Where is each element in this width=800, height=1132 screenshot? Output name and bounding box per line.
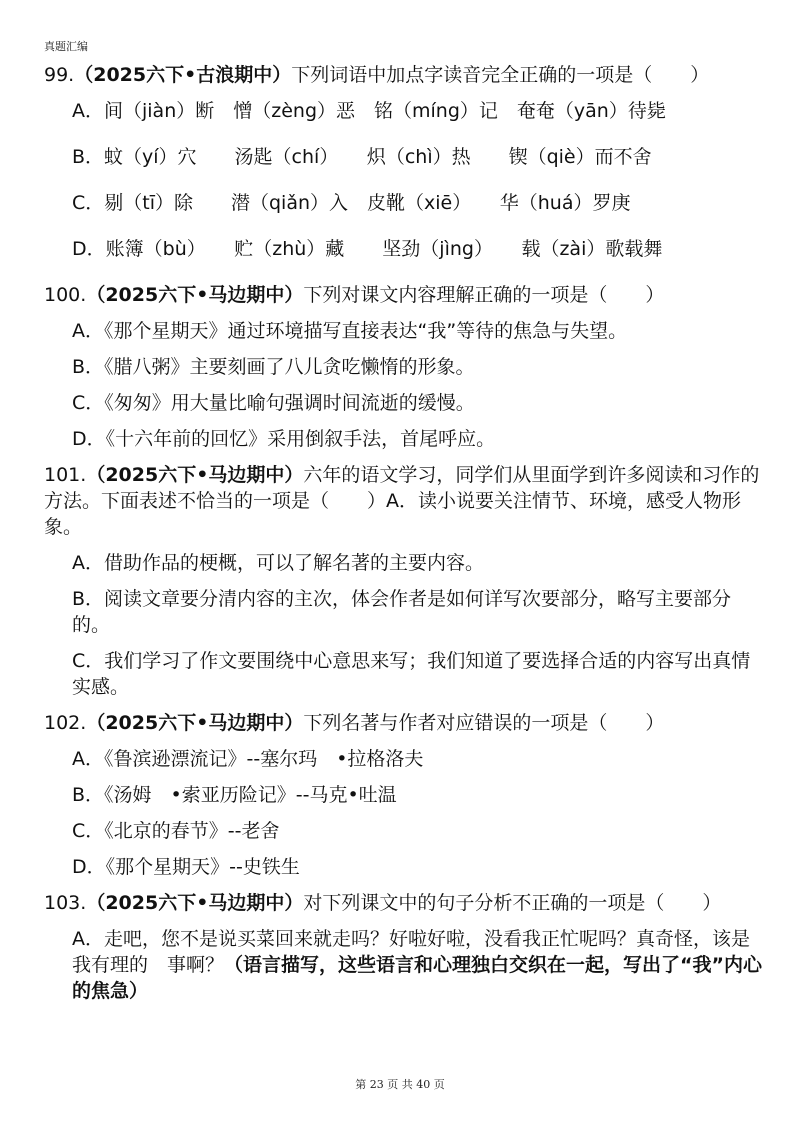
question-source: （2025六下•古浪期中） — [74, 64, 292, 86]
question-stem: 下列对课文内容理解正确的一项是（ ） — [303, 284, 665, 306]
question-102 — [44, 710, 768, 880]
question-number: 101. — [44, 464, 87, 486]
question-99 — [44, 62, 768, 262]
option-c: C．我们学习了作文要围绕中心意思来写；我们知道了要选择合适的内容写出真情实感。 — [72, 650, 751, 698]
option-b: B．阅读文章要分清内容的主次，体会作者是如何详写次要部分，略写主要部分的。 — [72, 588, 732, 636]
question-title — [44, 62, 768, 88]
question-source: （2025六下•马边期中） — [86, 464, 304, 486]
option-b: B．蚊（yí）穴 汤匙（chí） 炽（chì）热 锲（qiè）而不舍 — [72, 146, 652, 168]
question-title — [44, 710, 768, 736]
question-title — [44, 462, 768, 540]
question-title — [44, 890, 768, 916]
option-b: B．《汤姆 •索亚历险记》--马克•吐温 — [72, 784, 397, 806]
option-d: D．《十六年前的回忆》采用倒叙手法，首尾呼应。 — [72, 428, 496, 450]
option-c: C．剔（tī）除 潜（qiǎn）入 皮靴（xiē） 华（huá）罗庚 — [72, 192, 631, 214]
question-101 — [44, 462, 768, 700]
option-d: D．《那个星期天》--史铁生 — [72, 856, 300, 878]
page-header: 真题汇编 — [44, 40, 88, 53]
option-c: C．《北京的春节》--老舍 — [72, 820, 280, 842]
option-a: A．间（jiàn）断 憎（zèng）恶 铭（míng）记 奄奄（yān）待毙 — [72, 100, 666, 122]
question-stem: 下列词语中加点字读音完全正确的一项是（ ） — [291, 64, 710, 86]
question-103 — [44, 890, 768, 1004]
option-a-analysis: （语言描写，这些语言和心理独白交织在一起，写出了“我”内心的焦急） — [72, 954, 762, 1002]
question-list — [44, 62, 768, 1014]
question-source: （2025六下•马边期中） — [86, 712, 304, 734]
question-stem: 对下列课文中的句子分析不正确的一项是（ ） — [303, 892, 722, 914]
question-source: （2025六下•马边期中） — [86, 892, 304, 914]
option-a — [44, 926, 768, 1004]
option-a: A．借助作品的梗概，可以了解名著的主要内容。 — [72, 552, 484, 574]
question-title — [44, 282, 768, 308]
question-stem: 下列名著与作者对应错误的一项是（ ） — [303, 712, 665, 734]
question-stem: 六年的语文学习，同学们从里面学到许多阅读和习作的方法。下面表述不恰当的一项是（ ）A．读小说要关注情节、环境，感受人物形象。 — [44, 464, 760, 538]
question-number: 102. — [44, 712, 87, 734]
page-footer: 第 23 页 共 40 页 — [355, 1078, 445, 1091]
option-d: D．账簿（bù） 贮（zhù）藏 坚劲（jìng） 载（zài）歌载舞 — [72, 238, 663, 260]
option-b: B．《腊八粥》主要刻画了八儿贪吃懒惰的形象。 — [72, 356, 475, 378]
question-number: 103. — [44, 892, 87, 914]
question-number: 100. — [44, 284, 87, 306]
question-100 — [44, 282, 768, 452]
option-a: A．《鲁滨逊漂流记》--塞尔玛 •拉格洛夫 — [72, 748, 424, 770]
option-c: C．《匆匆》用大量比喻句强调时间流逝的缓慢。 — [72, 392, 475, 414]
option-a: A．《那个星期天》通过环境描写直接表达“我”等待的焦急与失望。 — [72, 320, 628, 342]
question-number: 99. — [44, 64, 75, 86]
option-a-text: A．走吧，您不是说买菜回来就走吗？好啦好啦，没看我正忙呢吗？真奇怪，该是我有理的 事啊？ — [72, 928, 750, 976]
question-source: （2025六下•马边期中） — [86, 284, 304, 306]
